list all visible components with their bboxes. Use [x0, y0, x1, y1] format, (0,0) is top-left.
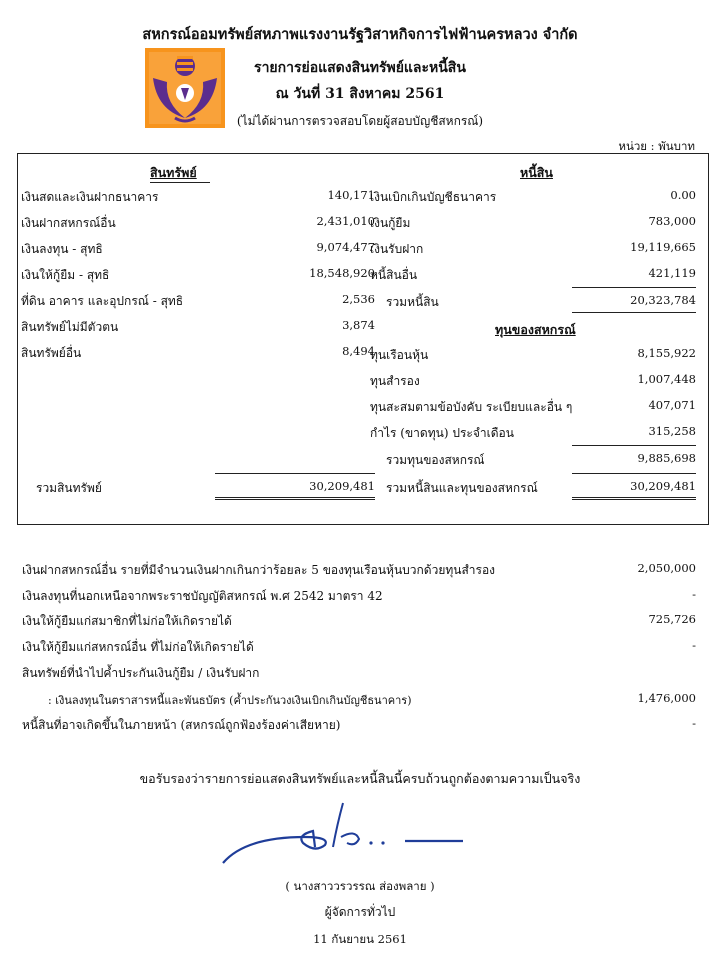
- liability-value: 421,119: [648, 266, 696, 280]
- signature-icon: [205, 795, 475, 875]
- liability-label: หนี้สินอื่น: [370, 268, 418, 282]
- note-value: 1,476,000: [637, 691, 696, 705]
- note-value: 725,726: [648, 612, 696, 626]
- equity-label: ทุนสะสมตามข้อบังคับ ระเบียบและอื่น ๆ: [370, 400, 573, 414]
- certification-text: ขอรับรองว่ารายการย่อแสดงสินทรัพย์และหนี้สินนี้ครบถ้วนถูกต้องตามความเป็นจริง: [139, 771, 581, 786]
- asset-value: 2,431,010: [316, 214, 375, 228]
- note-label: สินทรัพย์ที่นำไปค้ำประกันเงินกู้ยืม / เงินรับฝาก: [22, 666, 260, 680]
- as-of-date: ณ วันที่ 31 สิงหาคม 2561: [275, 86, 445, 102]
- asset-label: สินทรัพย์อื่น: [21, 346, 82, 360]
- signed-date: 11 กันยายน 2561: [313, 932, 407, 946]
- note-label: เงินฝากสหกรณ์อื่น รายที่มีจำนวนเงินฝากเกินกว่าร้อยละ 5 ของทุนเรือนหุ้นบวกด้วยทุนสำรอง: [22, 563, 496, 577]
- note-value: -: [692, 638, 696, 652]
- liabilities-total-label: รวมหนี้สิน: [386, 295, 439, 309]
- asset-value: 9,074,477: [316, 240, 375, 254]
- note-value: -: [692, 716, 696, 730]
- equity-total-value: 9,885,698: [637, 451, 696, 465]
- org-name: สหกรณ์ออมทรัพย์สหภาพแรงงานรัฐวิสาหกิจการไฟฟ้านครหลวง จำกัด: [142, 26, 578, 43]
- signature: [205, 795, 475, 875]
- asset-label: ที่ดิน อาคาร และอุปกรณ์ - สุทธิ: [21, 294, 184, 308]
- asset-value: 2,536: [342, 292, 375, 306]
- signer-name: ( นางสาววรวรรณ ส่องพลาย ): [285, 879, 435, 893]
- assets-heading: สินทรัพย์: [150, 165, 197, 180]
- asset-label: เงินให้กู้ยืม - สุทธิ: [21, 268, 110, 282]
- assets-total-label: รวมสินทรัพย์: [36, 481, 102, 495]
- liability-value: 0.00: [670, 188, 696, 202]
- statement-title: รายการย่อแสดงสินทรัพย์และหนี้สิน: [254, 60, 466, 76]
- liabilities-total-value: 20,323,784: [630, 293, 696, 307]
- asset-label: เงินสดและเงินฝากธนาคาร: [21, 190, 159, 204]
- note-label: หนี้สินที่อาจเกิดขึ้นในภายหน้า (สหกรณ์ถูกฟ้องร้องค่าเสียหาย): [22, 718, 341, 732]
- note-label: : เงินลงทุนในตราสารหนี้และพันธบัตร (ค้ำประกันวงเงินเบิกเกินบัญชีธนาคาร): [48, 694, 412, 707]
- equity-value: 407,071: [648, 398, 696, 412]
- equity-label: ทุนเรือนหุ้น: [370, 348, 429, 362]
- equity-label: กำไร (ขาดทุน) ประจำเดือน: [370, 426, 514, 440]
- equity-heading: ทุนของสหกรณ์: [495, 322, 576, 337]
- asset-value: 8,494: [342, 344, 375, 358]
- equity-value: 8,155,922: [637, 346, 696, 360]
- note-label: เงินลงทุนที่นอกเหนือจากพระราชบัญญัติสหกรณ์ พ.ศ 2542 มาตรา 42: [22, 589, 383, 603]
- balance-sheet-box: [17, 153, 709, 525]
- assets-total-value: 30,209,481: [309, 479, 375, 493]
- equity-label: ทุนสำรอง: [370, 374, 420, 388]
- audit-note: (ไม่ได้ผ่านการตรวจสอบโดยผู้สอบบัญชีสหกรณ์): [236, 114, 484, 128]
- asset-label: เงินฝากสหกรณ์อื่น: [21, 216, 116, 230]
- asset-label: เงินลงทุน - สุทธิ: [21, 242, 103, 256]
- liability-value: 783,000: [648, 214, 696, 228]
- signer-title: ผู้จัดการทั่วไป: [324, 905, 396, 919]
- liabilities-heading: หนี้สิน: [520, 165, 553, 180]
- asset-value: 140,171: [327, 188, 375, 202]
- asset-value: 3,874: [342, 318, 375, 332]
- note-value: -: [692, 587, 696, 601]
- asset-value: 18,548,920: [309, 266, 375, 280]
- liability-label: เงินรับฝาก: [370, 242, 424, 256]
- grand-total-value: 30,209,481: [630, 479, 696, 493]
- liability-value: 19,119,665: [630, 240, 696, 254]
- liability-label: เงินเบิกเกินบัญชีธนาคาร: [370, 190, 497, 204]
- liability-label: เงินกู้ยืม: [370, 216, 411, 230]
- note-value: 2,050,000: [637, 561, 696, 575]
- unit-label: หน่วย : พันบาท: [618, 139, 695, 153]
- equity-total-label: รวมทุนของสหกรณ์: [386, 453, 485, 467]
- note-label: เงินให้กู้ยืมแก่สมาชิกที่ไม่ก่อให้เกิดรายได้: [22, 614, 232, 628]
- note-label: เงินให้กู้ยืมแก่สหกรณ์อื่น ที่ไม่ก่อให้เกิดรายได้: [22, 640, 254, 654]
- asset-label: สินทรัพย์ไม่มีตัวตน: [21, 320, 119, 334]
- equity-value: 315,258: [648, 424, 696, 438]
- grand-total-label: รวมหนี้สินและทุนของสหกรณ์: [386, 481, 538, 495]
- equity-value: 1,007,448: [637, 372, 696, 386]
